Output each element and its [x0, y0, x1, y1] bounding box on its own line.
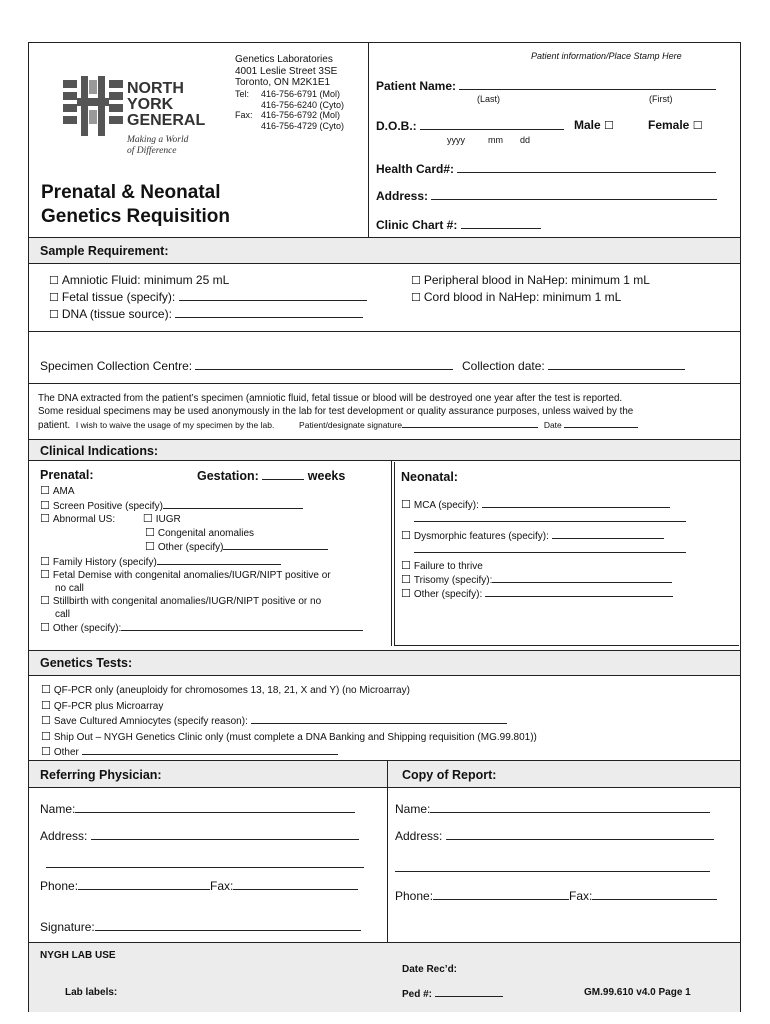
lab-use-header: NYGH LAB USE — [40, 950, 116, 961]
last-name-label: (Last) — [477, 94, 501, 104]
form-title: Prenatal & Neonatal Genetics Requisition — [41, 182, 230, 227]
checkbox-icon: ☐ — [41, 714, 51, 727]
prenatal-label: Prenatal: — [40, 468, 94, 482]
date-received-field[interactable]: Date Rec’d: — [402, 964, 458, 975]
form-code: GM.99.610 v4.0 Page 1 — [584, 987, 691, 998]
checkbox-icon: ☐ — [49, 274, 59, 287]
checkbox-icon: ☐ — [411, 291, 421, 304]
copy-phone-field[interactable]: Phone: Fax: — [395, 888, 717, 903]
checkbox-icon: ☐ — [40, 621, 50, 634]
genetics-tests-header: Genetics Tests: — [40, 656, 133, 670]
physician-phone-field[interactable]: Phone: Fax: — [40, 878, 358, 893]
referring-physician-header: Referring Physician: — [40, 768, 162, 782]
health-card-field[interactable]: Health Card#: — [376, 161, 716, 176]
stillbirth-checkbox[interactable]: ☐ Stillbirth with congenital anomalies/IUGR/NIPT positive or no — [40, 594, 322, 607]
iugr-checkbox[interactable]: ☐ IUGR — [142, 512, 181, 525]
checkbox-icon: ☐ — [692, 119, 703, 132]
checkbox-icon: ☐ — [41, 729, 51, 743]
sample-requirement-header: Sample Requirement: — [40, 244, 169, 258]
sample-list-left — [49, 272, 367, 323]
retention-notice: The DNA extracted from the patient’s specimen (amniotic fluid, fetal tissue or blood will be destroyed one year after the test is reported. Some residual specimens may be used anonymously in the lab for test development or quality assurance purposes, unless waived by the patient. I wish to waive the usage of my specimen by the lab. Patient/designate signature Date — [38, 393, 638, 433]
checkbox-icon: ☐ — [142, 512, 153, 525]
checkbox-icon: ☐ — [145, 540, 155, 553]
copy-name-field[interactable]: Name: — [395, 801, 710, 816]
tests-other-checkbox[interactable]: ☐ Other — [41, 745, 537, 761]
clinical-indications-header: Clinical Indications: — [40, 444, 159, 458]
waive-statement: I wish to waive the usage of my specimen by the lab. — [75, 420, 275, 430]
physician-name-field[interactable]: Name: — [40, 801, 355, 816]
qf-pcr-only-checkbox[interactable]: ☐ QF-PCR only (aneuploidy for chromosomes 13, 18, 21, X and Y) (no Microarray) — [41, 683, 410, 696]
org-name: NORTH YORK GENERAL — [127, 80, 206, 129]
checkbox-icon: ☐ — [40, 484, 50, 497]
requisition-form — [28, 42, 741, 1012]
ship-out-checkbox[interactable]: ☐ Ship Out – NYGH Genetics Clinic only (must complete a DNA Banking and Shipping requisition (MG.99.801)) — [41, 729, 537, 743]
abnormal-us-checkbox[interactable]: ☐ Abnormal US: ☐ IUGR — [40, 512, 181, 525]
lab-address: Genetics Laboratories 4001 Leslie Street 3SE Toronto, ON M2K1E1 — [235, 54, 338, 88]
gestation-field[interactable]: Gestation: weeks — [197, 469, 346, 483]
nygh-logo — [63, 76, 123, 136]
neonatal-other-checkbox[interactable]: ☐ Other (specify): — [401, 587, 686, 601]
first-name-label: (First) — [649, 94, 673, 104]
ama-checkbox[interactable]: ☐ AMA — [40, 484, 75, 497]
collection-date-field[interactable]: Collection date: — [462, 358, 685, 373]
prenatal-other-checkbox[interactable]: ☐ Other (specify): — [40, 621, 363, 636]
checkbox-icon: ☐ — [40, 568, 50, 581]
screen-positive-checkbox[interactable]: ☐ Screen Positive (specify) — [40, 499, 363, 514]
neonatal-list — [401, 498, 686, 601]
checkbox-icon: ☐ — [145, 525, 155, 539]
fetal-demise-checkbox[interactable]: ☐ Fetal Demise with congenital anomalies/IUGR/NIPT positive or — [40, 568, 331, 581]
congenital-anomalies-checkbox[interactable]: ☐ Congenital anomalies — [145, 525, 255, 539]
cord-blood-checkbox[interactable]: ☐ Cord blood in NaHep: minimum 1 mL — [411, 290, 622, 304]
prenatal-list: ☐ AMA ☐ Screen Positive (specify) ☐ Abnormal US: ☐ IUGR ☐ Congenital anomalies ☐ Other (specify) ☐ Family History (specify) ☐ Fetal Demise with congenital anomalies/IUGR/NIPT positive or no call ☐ Stillbirth with congenital anomalies/IUGR/NIPT positive or no call ☐ Other (specify): — [40, 485, 363, 636]
checkbox-icon: ☐ — [49, 308, 59, 321]
copy-address-field[interactable]: Address: — [395, 828, 714, 843]
male-checkbox[interactable]: Male ☐ — [574, 118, 614, 132]
dob-field[interactable]: D.O.B.: — [376, 118, 564, 133]
address-field[interactable]: Address: — [376, 188, 717, 203]
ped-number-field[interactable]: Ped #: — [402, 987, 503, 1000]
copy-report-header: Copy of Report: — [402, 768, 497, 782]
checkbox-icon: ☐ — [401, 529, 411, 542]
qf-pcr-microarray-checkbox[interactable]: ☐ QF-PCR plus Microarray — [41, 698, 164, 712]
physician-signature-field[interactable]: Signature: — [40, 919, 361, 934]
waive-date-field[interactable]: Date — [544, 420, 638, 430]
checkbox-icon: ☐ — [411, 274, 421, 287]
collection-centre-field[interactable]: Specimen Collection Centre: — [40, 358, 453, 373]
female-checkbox[interactable]: Female ☐ — [648, 118, 703, 132]
checkbox-icon: ☐ — [401, 498, 411, 511]
checkbox-icon: ☐ — [604, 119, 614, 132]
clinic-chart-field[interactable]: Clinic Chart #: — [376, 217, 541, 232]
family-history-checkbox[interactable]: ☐ Family History (specify) — [40, 555, 363, 570]
neonatal-label: Neonatal: — [401, 470, 458, 484]
ftt-checkbox[interactable]: ☐ Failure to thrive — [401, 559, 483, 572]
org-tagline: Making a World of Difference — [127, 135, 189, 156]
dna-checkbox[interactable]: ☐ DNA (tissue source): — [49, 306, 367, 323]
checkbox-icon: ☐ — [40, 554, 50, 568]
checkbox-icon: ☐ — [41, 698, 51, 712]
logo-mark-icon — [63, 76, 123, 136]
dob-mm: mm — [488, 135, 503, 145]
checkbox-icon: ☐ — [40, 594, 50, 607]
amniotic-fluid-checkbox[interactable]: ☐ Amniotic Fluid: minimum 25 mL — [49, 273, 230, 287]
checkbox-icon: ☐ — [401, 573, 411, 586]
checkbox-icon: ☐ — [41, 745, 51, 758]
trisomy-checkbox[interactable]: ☐ Trisomy (specify): — [401, 573, 686, 587]
checkbox-icon: ☐ — [40, 512, 50, 525]
physician-address-field[interactable]: Address: — [40, 828, 359, 843]
dob-yyyy: yyyy — [447, 135, 465, 145]
tests-list — [41, 683, 537, 761]
save-cultured-checkbox[interactable]: ☐ Save Cultured Amniocytes (specify reason): — [41, 714, 537, 730]
fetal-tissue-checkbox[interactable]: ☐ Fetal tissue (specify): — [49, 289, 367, 306]
dysmorphic-checkbox[interactable]: ☐ Dysmorphic features (specify): — [401, 529, 686, 543]
checkbox-icon: ☐ — [41, 683, 51, 696]
checkbox-icon: ☐ — [401, 559, 411, 572]
checkbox-icon: ☐ — [40, 498, 50, 512]
stamp-note: Patient information/Place Stamp Here — [531, 51, 682, 61]
checkbox-icon: ☐ — [401, 587, 411, 600]
lab-labels: Lab labels: — [65, 987, 118, 998]
sample-list-right — [411, 272, 650, 306]
patient-signature-field[interactable]: Patient/designate signature — [299, 420, 538, 430]
lab-contact: Tel: 416-756-6791 (Mol) 416-756-6240 (Cyto) Fax: 416-756-6792 (Mol) 416-756-4729 (Cyto) — [235, 89, 345, 131]
checkbox-icon: ☐ — [49, 291, 59, 304]
dob-dd: dd — [520, 135, 531, 145]
mca-checkbox[interactable]: ☐ MCA (specify): — [401, 498, 686, 512]
peripheral-blood-checkbox[interactable]: ☐ Peripheral blood in NaHep: minimum 1 mL — [411, 273, 650, 287]
us-other-checkbox[interactable]: ☐ Other (specify) — [40, 540, 363, 555]
patient-name-field[interactable]: Patient Name: — [376, 78, 716, 93]
